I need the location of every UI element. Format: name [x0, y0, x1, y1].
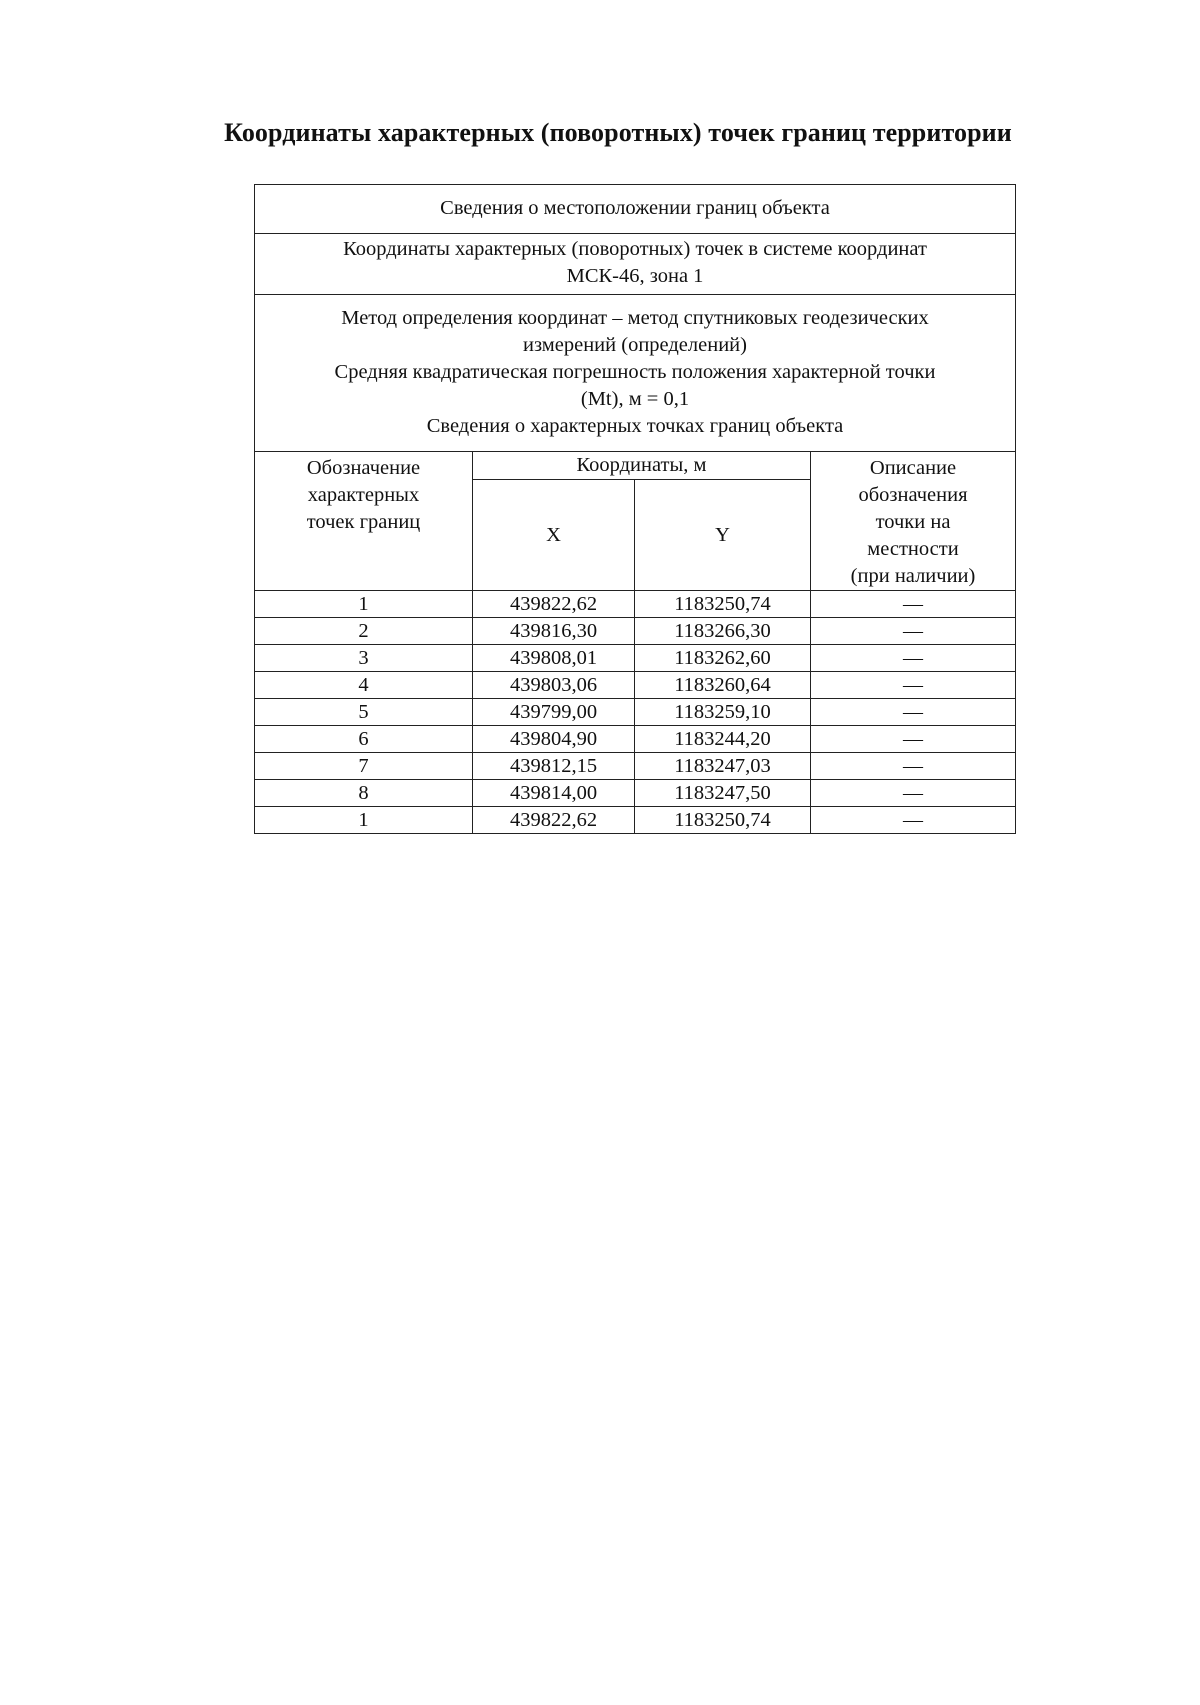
y-coordinate: 1183244,20: [635, 726, 811, 753]
object-boundaries-heading: Сведения о местоположении границ объекта: [255, 185, 1016, 234]
header-line: точки на: [875, 511, 951, 533]
table-info-row: [255, 185, 1016, 234]
page-title: Координаты характерных (поворотных) точек границ территории: [224, 118, 1012, 147]
table-row: [255, 807, 1016, 834]
point-number: 1: [255, 591, 473, 618]
table-row: [255, 645, 1016, 672]
x-coordinate: 439799,00: [473, 699, 635, 726]
info-line: Метод определения координат – метод спутниковых геодезических: [341, 306, 929, 329]
y-coordinate: 1183262,60: [635, 645, 811, 672]
header-x: X: [473, 480, 635, 591]
point-description: —: [811, 618, 1016, 645]
point-number: 6: [255, 726, 473, 753]
method-info: [255, 295, 1016, 452]
info-line: (Mt), м = 0,1: [580, 387, 690, 410]
header-line: точек границ: [306, 511, 421, 533]
y-coordinate: 1183247,50: [635, 780, 811, 807]
y-coordinate: 1183260,64: [635, 672, 811, 699]
info-line: Средняя квадратическая погрешность положения характерной точки: [334, 360, 936, 383]
x-coordinate: 439812,15: [473, 753, 635, 780]
table-header-row: [255, 452, 1016, 480]
point-number: 8: [255, 780, 473, 807]
x-coordinate: 439822,62: [473, 807, 635, 834]
coordinate-system-info: [255, 234, 1016, 295]
header-line: Описание: [869, 457, 957, 479]
x-coordinate: 439803,06: [473, 672, 635, 699]
table-info-row: [255, 234, 1016, 295]
info-line: Координаты характерных (поворотных) точек в системе координат: [343, 238, 927, 260]
point-description: —: [811, 645, 1016, 672]
y-coordinate: 1183247,03: [635, 753, 811, 780]
point-description: —: [811, 672, 1016, 699]
point-number: 2: [255, 618, 473, 645]
point-number: 1: [255, 807, 473, 834]
coordinates-table: [254, 184, 1016, 834]
header-coordinates: Координаты, м: [473, 452, 811, 480]
y-coordinate: 1183259,10: [635, 699, 811, 726]
point-description: —: [811, 807, 1016, 834]
header-line: Обозначение: [306, 457, 421, 479]
point-description: —: [811, 591, 1016, 618]
header-line: местности: [867, 538, 959, 560]
x-coordinate: 439814,00: [473, 780, 635, 807]
y-coordinate: 1183250,74: [635, 591, 811, 618]
header-line: характерных: [307, 484, 420, 506]
table-row: [255, 618, 1016, 645]
y-coordinate: 1183266,30: [635, 618, 811, 645]
table-row: [255, 753, 1016, 780]
point-number: 5: [255, 699, 473, 726]
table-row: [255, 672, 1016, 699]
x-coordinate: 439804,90: [473, 726, 635, 753]
table-info-row: [255, 295, 1016, 452]
table-row: [255, 591, 1016, 618]
y-coordinate: 1183250,74: [635, 807, 811, 834]
point-number: 3: [255, 645, 473, 672]
info-line: измерений (определений): [523, 333, 747, 356]
table-row: [255, 699, 1016, 726]
point-number: 7: [255, 753, 473, 780]
point-description: —: [811, 753, 1016, 780]
table-row: [255, 780, 1016, 807]
point-description: —: [811, 780, 1016, 807]
header-y: Y: [635, 480, 811, 591]
point-description: —: [811, 699, 1016, 726]
point-description: —: [811, 726, 1016, 753]
x-coordinate: 439808,01: [473, 645, 635, 672]
header-point-designation: [255, 452, 473, 591]
x-coordinate: 439816,30: [473, 618, 635, 645]
table-row: [255, 726, 1016, 753]
info-line: МСК-46, зона 1: [566, 265, 704, 287]
header-line: (при наличии): [850, 565, 976, 587]
header-description: [811, 452, 1016, 591]
point-number: 4: [255, 672, 473, 699]
header-line: обозначения: [858, 484, 968, 506]
x-coordinate: 439822,62: [473, 591, 635, 618]
info-line: Сведения о характерных точках границ объекта: [426, 414, 844, 437]
